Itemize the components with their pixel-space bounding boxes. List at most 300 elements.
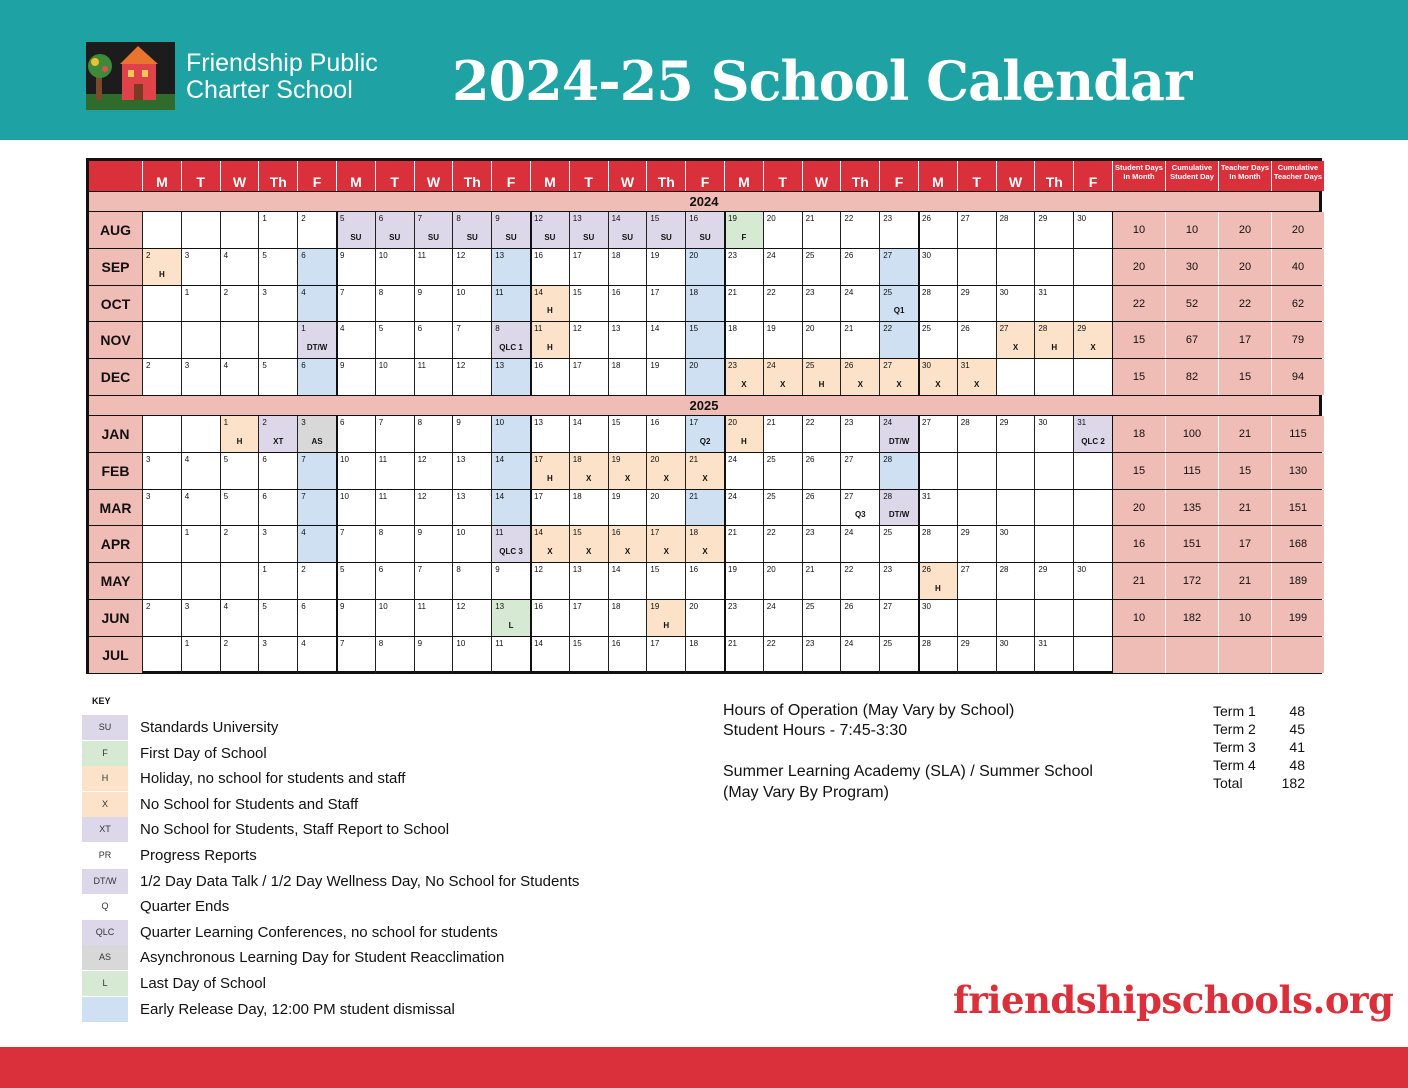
day-cell[interactable] [337,416,376,452]
day-cell[interactable] [570,490,609,526]
day-cell[interactable] [570,563,609,599]
day-cell[interactable] [958,453,997,489]
day-cell[interactable] [647,212,686,248]
day-cell[interactable] [803,359,842,395]
day-cell[interactable] [337,286,376,322]
day-cell[interactable] [919,637,958,673]
day-cell[interactable] [841,322,880,358]
day-cell[interactable] [492,490,531,526]
day-cell[interactable] [376,359,415,395]
day-cell[interactable] [880,286,919,322]
day-cell[interactable] [221,637,260,673]
day-cell[interactable] [298,359,337,395]
day-cell[interactable] [415,563,454,599]
day-cell[interactable] [919,359,958,395]
day-cell[interactable] [803,286,842,322]
day-cell[interactable] [492,359,531,395]
day-cell[interactable] [609,416,648,452]
day-cell[interactable] [1074,526,1113,562]
day-cell[interactable] [376,249,415,285]
day-cell[interactable] [880,600,919,636]
day-cell[interactable] [415,490,454,526]
day-cell[interactable] [803,416,842,452]
day-cell[interactable] [647,526,686,562]
day-cell[interactable] [337,322,376,358]
day-cell[interactable] [764,249,803,285]
day-cell[interactable] [337,212,376,248]
day-cell[interactable] [609,322,648,358]
day-cell[interactable] [609,637,648,673]
day-cell[interactable] [803,563,842,599]
day-cell[interactable] [221,526,260,562]
day-cell[interactable] [1035,322,1074,358]
day-cell[interactable] [531,286,570,322]
day-cell[interactable] [492,453,531,489]
day-cell[interactable] [453,453,492,489]
day-cell[interactable] [958,526,997,562]
day-cell[interactable] [415,416,454,452]
day-cell[interactable] [415,600,454,636]
day-cell[interactable] [841,416,880,452]
day-cell[interactable] [1074,249,1113,285]
day-cell[interactable] [492,526,531,562]
day-cell[interactable] [841,526,880,562]
day-cell[interactable] [919,286,958,322]
day-cell[interactable] [997,322,1036,358]
day-cell[interactable] [182,416,221,452]
day-cell[interactable] [221,322,260,358]
day-cell[interactable] [337,490,376,526]
day-cell[interactable] [609,286,648,322]
day-cell[interactable] [647,563,686,599]
day-cell[interactable] [143,286,182,322]
day-cell[interactable] [686,322,725,358]
day-cell[interactable] [803,526,842,562]
day-cell[interactable] [570,286,609,322]
day-cell[interactable] [764,600,803,636]
day-cell[interactable] [337,600,376,636]
day-cell[interactable] [531,212,570,248]
day-cell[interactable] [958,600,997,636]
day-cell[interactable] [453,249,492,285]
day-cell[interactable] [1074,416,1113,452]
day-cell[interactable] [221,416,260,452]
day-cell[interactable] [259,637,298,673]
day-cell[interactable] [764,563,803,599]
day-cell[interactable] [415,637,454,673]
day-cell[interactable] [337,249,376,285]
day-cell[interactable] [453,637,492,673]
day-cell[interactable] [376,637,415,673]
day-cell[interactable] [531,600,570,636]
day-cell[interactable] [880,526,919,562]
day-cell[interactable] [453,526,492,562]
day-cell[interactable] [609,600,648,636]
day-cell[interactable] [803,249,842,285]
day-cell[interactable] [182,249,221,285]
day-cell[interactable] [531,249,570,285]
day-cell[interactable] [725,286,764,322]
day-cell[interactable] [182,600,221,636]
day-cell[interactable] [841,286,880,322]
day-cell[interactable] [919,322,958,358]
day-cell[interactable] [997,637,1036,673]
day-cell[interactable] [880,416,919,452]
day-cell[interactable] [298,416,337,452]
day-cell[interactable] [337,453,376,489]
day-cell[interactable] [647,453,686,489]
day-cell[interactable] [259,359,298,395]
day-cell[interactable] [415,286,454,322]
day-cell[interactable] [221,453,260,489]
day-cell[interactable] [997,526,1036,562]
day-cell[interactable] [725,212,764,248]
day-cell[interactable] [570,416,609,452]
day-cell[interactable] [182,637,221,673]
day-cell[interactable] [298,526,337,562]
day-cell[interactable] [725,637,764,673]
day-cell[interactable] [725,322,764,358]
day-cell[interactable] [647,490,686,526]
day-cell[interactable] [997,249,1036,285]
day-cell[interactable] [1074,453,1113,489]
day-cell[interactable] [1074,637,1113,673]
day-cell[interactable] [803,490,842,526]
day-cell[interactable] [453,322,492,358]
day-cell[interactable] [841,212,880,248]
day-cell[interactable] [182,526,221,562]
day-cell[interactable] [1074,490,1113,526]
day-cell[interactable] [958,637,997,673]
day-cell[interactable] [376,490,415,526]
day-cell[interactable] [415,249,454,285]
day-cell[interactable] [647,249,686,285]
day-cell[interactable] [221,600,260,636]
day-cell[interactable] [919,249,958,285]
day-cell[interactable] [259,249,298,285]
day-cell[interactable] [143,490,182,526]
day-cell[interactable] [570,322,609,358]
day-cell[interactable] [415,526,454,562]
day-cell[interactable] [337,563,376,599]
day-cell[interactable] [880,249,919,285]
day-cell[interactable] [1035,249,1074,285]
day-cell[interactable] [259,563,298,599]
day-cell[interactable] [492,249,531,285]
day-cell[interactable] [221,249,260,285]
day-cell[interactable] [492,212,531,248]
day-cell[interactable] [764,490,803,526]
day-cell[interactable] [919,453,958,489]
day-cell[interactable] [647,322,686,358]
day-cell[interactable] [143,322,182,358]
day-cell[interactable] [647,286,686,322]
day-cell[interactable] [376,526,415,562]
day-cell[interactable] [958,416,997,452]
day-cell[interactable] [531,359,570,395]
day-cell[interactable] [686,526,725,562]
day-cell[interactable] [298,249,337,285]
day-cell[interactable] [143,359,182,395]
day-cell[interactable] [376,416,415,452]
day-cell[interactable] [259,526,298,562]
day-cell[interactable] [1074,322,1113,358]
day-cell[interactable] [764,286,803,322]
day-cell[interactable] [686,249,725,285]
day-cell[interactable] [880,322,919,358]
day-cell[interactable] [686,637,725,673]
day-cell[interactable] [1035,359,1074,395]
day-cell[interactable] [997,563,1036,599]
day-cell[interactable] [143,526,182,562]
day-cell[interactable] [609,453,648,489]
day-cell[interactable] [803,212,842,248]
day-cell[interactable] [803,637,842,673]
day-cell[interactable] [1074,563,1113,599]
day-cell[interactable] [1035,600,1074,636]
day-cell[interactable] [609,563,648,599]
day-cell[interactable] [841,637,880,673]
day-cell[interactable] [298,490,337,526]
day-cell[interactable] [1035,416,1074,452]
day-cell[interactable] [453,563,492,599]
day-cell[interactable] [376,322,415,358]
day-cell[interactable] [609,212,648,248]
day-cell[interactable] [492,416,531,452]
day-cell[interactable] [492,563,531,599]
day-cell[interactable] [531,637,570,673]
day-cell[interactable] [221,359,260,395]
day-cell[interactable] [259,286,298,322]
day-cell[interactable] [1035,453,1074,489]
day-cell[interactable] [803,322,842,358]
day-cell[interactable] [1035,526,1074,562]
day-cell[interactable] [725,249,764,285]
day-cell[interactable] [725,416,764,452]
day-cell[interactable] [958,286,997,322]
day-cell[interactable] [492,286,531,322]
day-cell[interactable] [259,322,298,358]
day-cell[interactable] [182,322,221,358]
day-cell[interactable] [725,453,764,489]
day-cell[interactable] [453,212,492,248]
day-cell[interactable] [1035,286,1074,322]
day-cell[interactable] [298,563,337,599]
day-cell[interactable] [803,600,842,636]
day-cell[interactable] [997,453,1036,489]
day-cell[interactable] [764,526,803,562]
day-cell[interactable] [725,600,764,636]
day-cell[interactable] [415,212,454,248]
day-cell[interactable] [298,453,337,489]
day-cell[interactable] [415,322,454,358]
day-cell[interactable] [919,563,958,599]
day-cell[interactable] [1035,563,1074,599]
day-cell[interactable] [609,249,648,285]
day-cell[interactable] [686,453,725,489]
day-cell[interactable] [531,490,570,526]
day-cell[interactable] [764,453,803,489]
day-cell[interactable] [298,600,337,636]
day-cell[interactable] [919,212,958,248]
day-cell[interactable] [570,212,609,248]
day-cell[interactable] [259,453,298,489]
day-cell[interactable] [958,249,997,285]
day-cell[interactable] [221,563,260,599]
day-cell[interactable] [686,286,725,322]
day-cell[interactable] [725,490,764,526]
day-cell[interactable] [221,490,260,526]
day-cell[interactable] [880,359,919,395]
day-cell[interactable] [841,600,880,636]
day-cell[interactable] [143,212,182,248]
day-cell[interactable] [182,490,221,526]
day-cell[interactable] [531,322,570,358]
day-cell[interactable] [259,490,298,526]
day-cell[interactable] [958,212,997,248]
day-cell[interactable] [182,212,221,248]
day-cell[interactable] [570,526,609,562]
day-cell[interactable] [337,637,376,673]
day-cell[interactable] [647,637,686,673]
day-cell[interactable] [570,600,609,636]
day-cell[interactable] [1074,286,1113,322]
day-cell[interactable] [919,490,958,526]
day-cell[interactable] [492,637,531,673]
day-cell[interactable] [531,416,570,452]
day-cell[interactable] [764,637,803,673]
day-cell[interactable] [880,212,919,248]
day-cell[interactable] [298,212,337,248]
day-cell[interactable] [143,453,182,489]
day-cell[interactable] [182,359,221,395]
day-cell[interactable] [298,637,337,673]
day-cell[interactable] [1035,637,1074,673]
day-cell[interactable] [686,416,725,452]
day-cell[interactable] [570,453,609,489]
day-cell[interactable] [221,286,260,322]
day-cell[interactable] [686,600,725,636]
day-cell[interactable] [376,212,415,248]
day-cell[interactable] [453,359,492,395]
day-cell[interactable] [1035,490,1074,526]
day-cell[interactable] [143,600,182,636]
day-cell[interactable] [764,212,803,248]
day-cell[interactable] [958,322,997,358]
day-cell[interactable] [453,600,492,636]
day-cell[interactable] [803,453,842,489]
day-cell[interactable] [958,359,997,395]
day-cell[interactable] [376,286,415,322]
day-cell[interactable] [143,249,182,285]
day-cell[interactable] [182,563,221,599]
day-cell[interactable] [997,212,1036,248]
day-cell[interactable] [376,453,415,489]
day-cell[interactable] [647,416,686,452]
day-cell[interactable] [531,453,570,489]
day-cell[interactable] [841,453,880,489]
day-cell[interactable] [415,359,454,395]
day-cell[interactable] [492,600,531,636]
day-cell[interactable] [1074,600,1113,636]
day-cell[interactable] [764,416,803,452]
day-cell[interactable] [725,359,764,395]
day-cell[interactable] [958,490,997,526]
day-cell[interactable] [570,249,609,285]
day-cell[interactable] [919,600,958,636]
day-cell[interactable] [182,453,221,489]
day-cell[interactable] [376,563,415,599]
day-cell[interactable] [764,359,803,395]
day-cell[interactable] [415,453,454,489]
day-cell[interactable] [997,490,1036,526]
day-cell[interactable] [997,600,1036,636]
day-cell[interactable] [1035,212,1074,248]
day-cell[interactable] [298,322,337,358]
day-cell[interactable] [609,359,648,395]
day-cell[interactable] [647,600,686,636]
day-cell[interactable] [841,249,880,285]
day-cell[interactable] [725,526,764,562]
day-cell[interactable] [880,637,919,673]
day-cell[interactable] [1074,359,1113,395]
day-cell[interactable] [997,359,1036,395]
day-cell[interactable] [259,212,298,248]
day-cell[interactable] [143,637,182,673]
day-cell[interactable] [453,286,492,322]
website-link[interactable]: friendshipschools.org [953,978,1394,1022]
day-cell[interactable] [143,416,182,452]
day-cell[interactable] [647,359,686,395]
day-cell[interactable] [997,416,1036,452]
day-cell[interactable] [609,526,648,562]
day-cell[interactable] [376,600,415,636]
day-cell[interactable] [841,563,880,599]
day-cell[interactable] [143,563,182,599]
day-cell[interactable] [841,359,880,395]
day-cell[interactable] [880,490,919,526]
day-cell[interactable] [531,563,570,599]
day-cell[interactable] [609,490,648,526]
day-cell[interactable] [764,322,803,358]
day-cell[interactable] [570,637,609,673]
day-cell[interactable] [919,526,958,562]
day-cell[interactable] [686,563,725,599]
day-cell[interactable] [259,600,298,636]
day-cell[interactable] [453,416,492,452]
day-cell[interactable] [182,286,221,322]
day-cell[interactable] [337,526,376,562]
day-cell[interactable] [919,416,958,452]
day-cell[interactable] [880,453,919,489]
day-cell[interactable] [997,286,1036,322]
day-cell[interactable] [337,359,376,395]
day-cell[interactable] [492,322,531,358]
day-cell[interactable] [880,563,919,599]
day-cell[interactable] [221,212,260,248]
day-cell[interactable] [453,490,492,526]
day-cell[interactable] [1074,212,1113,248]
day-cell[interactable] [841,490,880,526]
day-cell[interactable] [298,286,337,322]
day-cell[interactable] [259,416,298,452]
day-cell[interactable] [531,526,570,562]
day-cell[interactable] [570,359,609,395]
day-cell[interactable] [958,563,997,599]
day-cell[interactable] [686,490,725,526]
day-cell[interactable] [725,563,764,599]
day-cell[interactable] [686,359,725,395]
